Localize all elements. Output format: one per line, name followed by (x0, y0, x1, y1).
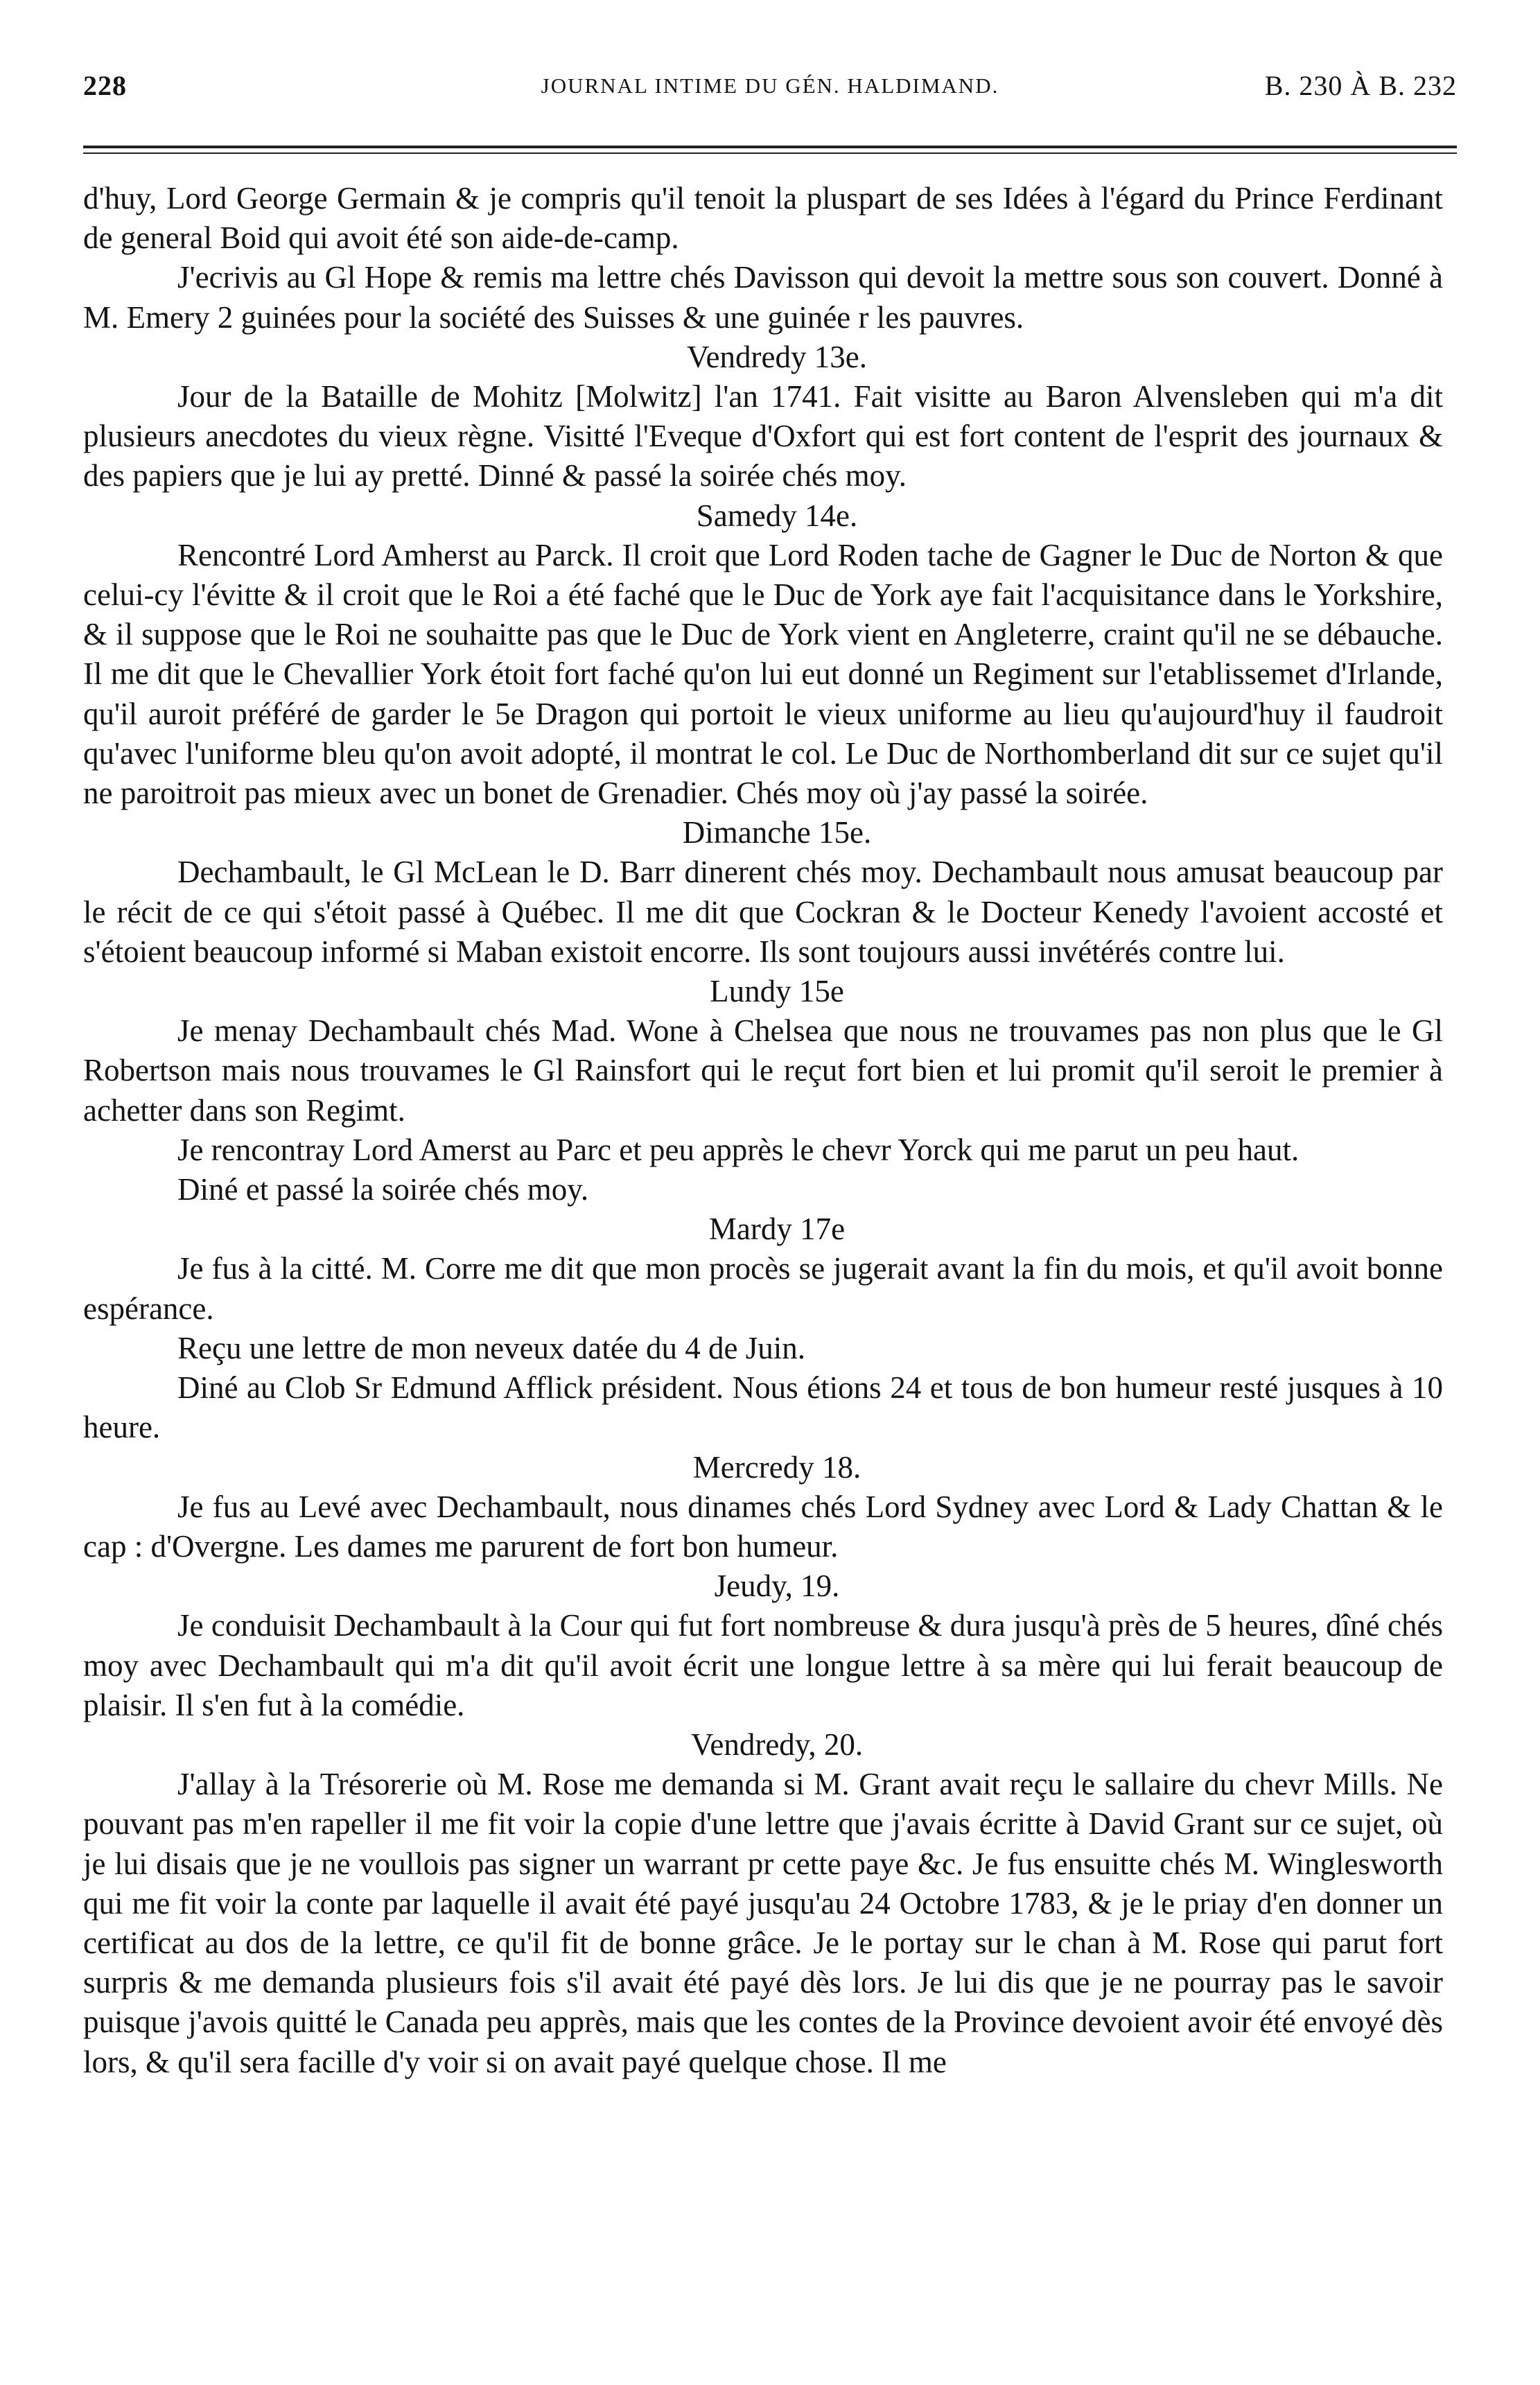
journal-paragraph: d'huy, Lord George Germain & je compris qu'il tenoit la pluspart de ses Idées à l'égard du Prince Ferdinant de general Boid qui avoit été son aide-de-camp. (83, 181, 1443, 256)
header-rule-thin (83, 152, 1457, 154)
journal-paragraph: Je fus au Levé avec Dechambault, nous dinames chés Lord Sydney avec Lord & Lady Chattan & le cap : d'Overgne. Les dames me parurent de fort bon humeur. (83, 1489, 1443, 1564)
journal-text (83, 179, 1443, 2082)
date-heading: Vendredy 13e. (687, 339, 867, 374)
folio-range: B. 230 À B. 232 (1264, 70, 1457, 101)
journal-paragraph: Je conduisit Dechambault à la Cour qui fut fort nombreuse & dura jusqu'à près de 5 heures, dîné chés moy avec Dechambault qui m'a dit qu'il avoit écrit une longue lettre à sa mère qui lui ferait beaucoup de plaisir. Il s'en fut à la comédie. (83, 1608, 1443, 1722)
journal-paragraph: Reçu une lettre de mon neveux datée du 4 de Juin. (177, 1330, 805, 1365)
date-heading: Mardy 17e (708, 1212, 846, 1247)
header-rule-thick (83, 146, 1457, 148)
journal-paragraph: Rencontré Lord Amherst au Parck. Il croit que Lord Roden tache de Gagner le Duc de Norton & que celui-cy l'évitte & il croit que le Roi a été faché que le Duc de York aye fait l'acquisitance dans le Yorkshire, & il suppose que le Roi ne souhaitte pas que le Duc de York vient en Angleterre, craint qu'il ne se débauche. Il me dit que le Chevallier York étoit fort faché qu'on lui eut donné un Regiment sur l'etablissemet d'Irlande, qu'il auroit préféré de garder le 5e Dragon qui portoit le vieux uniforme au lieu qu'aujourd'huy il faudroit qu'avec l'uniforme bleu qu'on avoit adopté, il montrat le col. Le Duc de Northomberland dit sur ce sujet qu'il ne paroitroit pas mieux avec un bonet de Grenadier. Chés moy où j'ay passé la soirée. (83, 537, 1443, 811)
running-header (83, 69, 1457, 118)
journal-paragraph: Diné et passé la soirée chés moy. (177, 1172, 589, 1207)
journal-paragraph: Jour de la Bataille de Mohitz [Molwitz] l'an 1741. Fait visitte au Baron Alvensleben qui m'a dit plusieurs anecdotes du vieux règne. Visitté l'Eveque d'Oxfort qui est fort content de l'esprit des journaux & des papiers que je lui ay pretté. Dinné & passé la soirée chés moy. (83, 379, 1443, 493)
journal-paragraph: J'ecrivis au Gl Hope & remis ma lettre chés Davisson qui devoit la mettre sous son couvert. Donné à M. Emery 2 guinées pour la société des Suisses & une guinée r les pauvres. (83, 260, 1443, 335)
date-heading: Samedy 14e. (696, 498, 858, 533)
date-heading: Mercredy 18. (692, 1449, 861, 1485)
date-heading: Jeudy, 19. (714, 1569, 840, 1604)
date-heading: Dimanche 15e. (682, 815, 872, 850)
journal-paragraph: Dechambault, le Gl McLean le D. Barr dinerent chés moy. Dechambault nous amusat beaucoup par le récit de ce qui s'étoit passé à Québec. Il me dit que Cockran & le Docteur Kenedy l'avoient accosté et s'étoient beaucoup informé si Maban existoit encorre. Ils sont toujours aussi invétérés contre lui. (83, 855, 1443, 969)
journal-paragraph: Je fus à la citté. M. Corre me dit que mon procès se jugerait avant la fin du mois, et qu'il avoit bonne espérance. (83, 1251, 1443, 1326)
running-title: JOURNAL INTIME DU GÉN. HALDIMAND. (541, 73, 999, 98)
journal-paragraph: Diné au Clob Sr Edmund Afflick président. Nous étions 24 et tous de bon humeur resté jusques à 10 heure. (83, 1370, 1443, 1445)
page-number: 228 (83, 70, 127, 101)
journal-paragraph: J'allay à la Trésorerie où M. Rose me demanda si M. Grant avait reçu le sallaire du chevr Mills. Ne pouvant pas m'en rapeller il me fit voir la copie d'une lettre que j'avais écritte à David Grant sur ce sujet, où je lui disais que je ne voullois pas signer un warrant pr cette paye &c. Je fus ensuitte chés M. Winglesworth qui me fit voir la conte par laquelle il avait été payé jusqu'au 24 Octobre 1783, & je le priay d'en donner un certificat au dos de la lettre, ce qu'il fit de bonne grâce. Je le portay sur le chan à M. Rose qui parut fort surpris & me demanda plusieurs fois s'il avait été payé dès lors. Je lui dis que je ne pourray pas le savoir puisque j'avois quitté le Canada peu apprès, mais que les contes de la Province devoient avoir été envoyé dès lors, & qu'il sera facille d'y voir si on avait payé quelque chose. Il me (83, 1767, 1443, 2079)
date-heading: Vendredy, 20. (690, 1727, 864, 1762)
journal-paragraph: Je menay Dechambault chés Mad. Wone à Chelsea que nous ne trouvames pas non plus que le Gl Robertson mais nous trouvames le Gl Rainsfort qui le reçut fort bien et lui promit qu'il seroit le premier à achetter dans son Regimt. (83, 1013, 1443, 1128)
journal-paragraph: Je rencontray Lord Amerst au Parc et peu apprès le chevr Yorck qui me parut un peu haut. (177, 1132, 1300, 1167)
date-heading: Lundy 15e (710, 974, 844, 1009)
